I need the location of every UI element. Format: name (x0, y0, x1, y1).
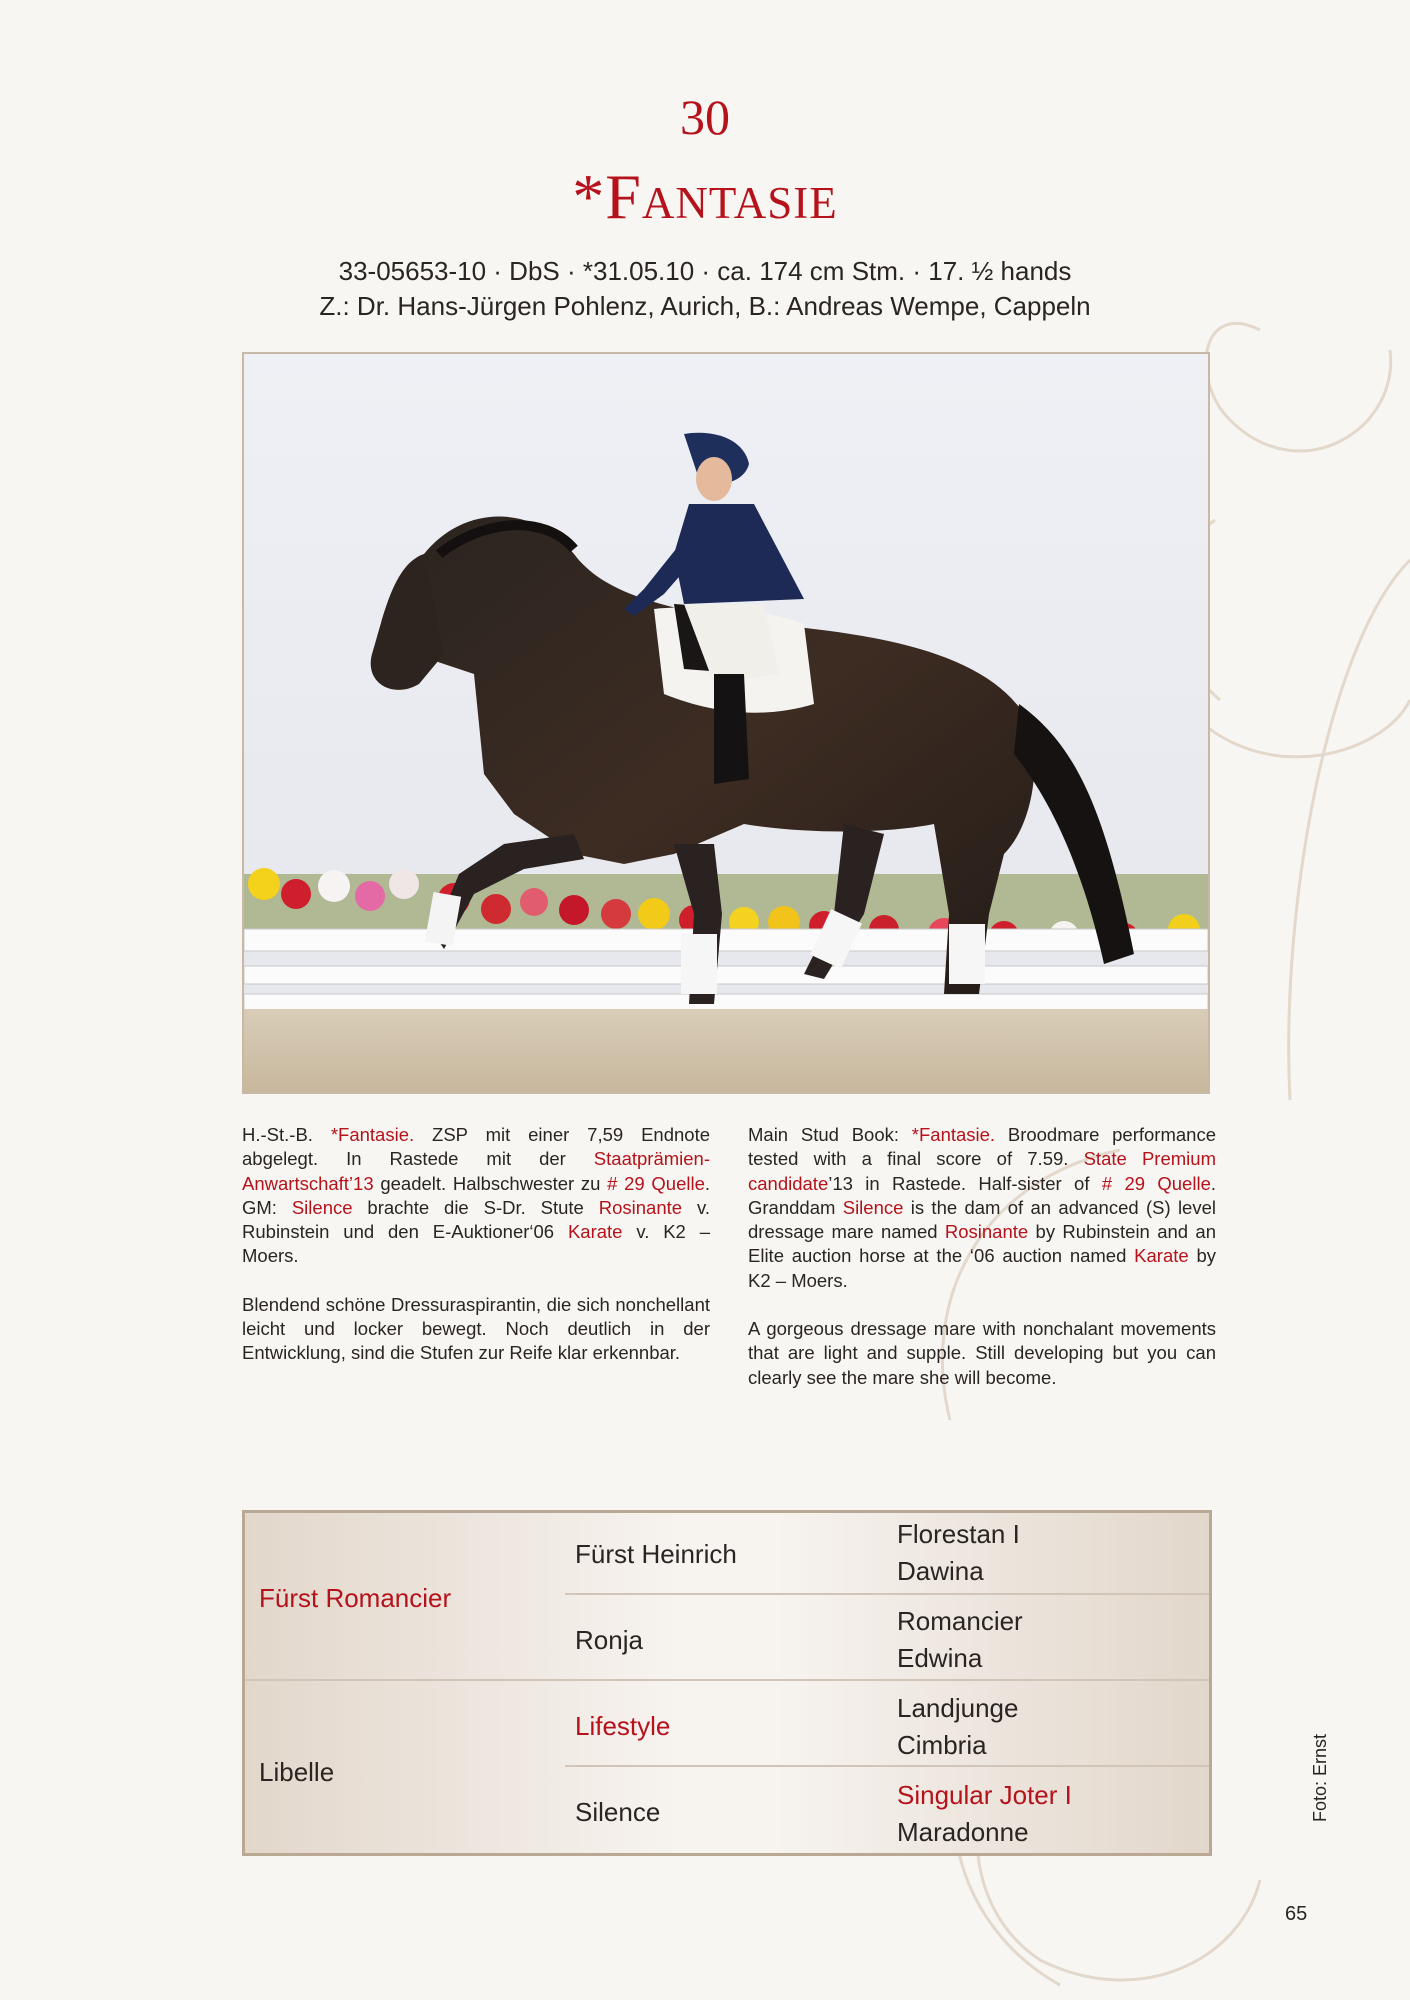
pedigree-ggen: Dawina (897, 1556, 984, 1586)
german-segment: Staatprämien-Anwartschaft’13 (242, 1148, 710, 1194)
english-description (748, 1123, 1216, 1414)
pedigree-ggen: Cimbria (897, 1730, 987, 1760)
pedigree-sire-sire: Fürst Heinrich (575, 1539, 737, 1569)
german-segment: Silence (291, 1196, 353, 1218)
pedigree-ggen: Maradonne (897, 1817, 1029, 1847)
german-segment: Karate (567, 1221, 623, 1243)
pedigree-dam: Libelle (259, 1757, 335, 1787)
divider (245, 1679, 1209, 1681)
horse-meta-line: 33-05653-10 · DbS · *31.05.10 · ca. 174 cm Stm. · 17. ½ hands (338, 256, 1072, 286)
english-segment: # 29 Quelle (1101, 1172, 1211, 1194)
english-segment: Karate (1134, 1245, 1189, 1267)
german-segment: *Fantasie. (330, 1124, 415, 1145)
pedigree-ggen: Landjunge (897, 1693, 1019, 1723)
horse-photo (242, 352, 1210, 1094)
english-paragraph-2: A gorgeous dressage mare with nonchalant movements that are light and supple. Still developing but you can clearly see the mare she will become. (748, 1318, 1216, 1388)
divider (565, 1765, 1209, 1767)
english-segment: . Granddam (748, 1172, 1216, 1218)
english-segment: Silence (842, 1196, 904, 1218)
pedigree-ggen: Florestan I (897, 1519, 1020, 1549)
english-segment: by K2 – Moers. (748, 1245, 1216, 1291)
english-segment: Rosinante (944, 1221, 1029, 1243)
pedigree-ggen: Edwina (897, 1643, 983, 1673)
english-paragraph-1 (748, 1123, 1216, 1293)
english-segment: *Fantasie. (911, 1124, 996, 1145)
english-segment: is the dam of an advanced (S) level dressage mare named (748, 1196, 1216, 1243)
pedigree-sire: Fürst Romancier (259, 1583, 452, 1613)
english-segment: Main Stud Book: (748, 1124, 912, 1145)
lot-number: 30 (680, 89, 730, 145)
german-description (242, 1123, 710, 1390)
german-segment: v. K2 – Moers. (242, 1221, 710, 1267)
horse-name: *Fantasie (572, 161, 838, 232)
english-segment: ’13 in Rastede. Half-sister of (828, 1172, 1102, 1194)
english-segment: Broodmare performance tested with a final score of 7.59. (748, 1124, 1216, 1170)
german-segment: ZSP mit einer 7,59 Endnote abgelegt. In Rastede mit der (242, 1124, 710, 1170)
german-segment: brachte die S-Dr. Stute (352, 1196, 599, 1218)
german-segment: . GM: (242, 1172, 711, 1218)
german-segment: Rosinante (598, 1196, 683, 1218)
german-segment: geadelt. Halbschwester zu (373, 1172, 608, 1194)
german-segment: # 29 Quelle (607, 1172, 705, 1194)
german-segment: H.-St.-B. (242, 1124, 331, 1145)
divider (565, 1593, 1209, 1595)
german-paragraph-1 (242, 1123, 710, 1269)
german-paragraph-2: Blendend schöne Dressuraspirantin, die sich nonchellant leicht und locker bewegt. Noch deutlich in der Entwicklung, sind die Stufen zur Reife klar erkennbar. (242, 1293, 710, 1364)
english-segment: State Premium candidate (748, 1148, 1216, 1194)
german-segment: v. Rubinstein und den E-Auktioner‘06 (242, 1196, 710, 1243)
pedigree-ggen: Singular Joter I (897, 1780, 1072, 1810)
pedigree-ggen: Romancier (897, 1606, 1023, 1636)
pedigree-sire-dam: Ronja (575, 1625, 643, 1655)
photo-credit: Foto: Ernst (1310, 1733, 1330, 1822)
english-segment: by Rubinstein and an Elite auction horse at the ‘06 auction named (748, 1221, 1216, 1267)
pedigree-dam-dam: Silence (575, 1797, 661, 1827)
breeder-owner-line: Z.: Dr. Hans-Jürgen Pohlenz, Aurich, B.: Andreas Wempe, Cappeln (319, 291, 1091, 321)
pedigree-dam-sire: Lifestyle (575, 1711, 671, 1741)
page-number: 65 (1285, 1903, 1308, 1925)
pedigree-table (242, 1510, 1212, 1856)
